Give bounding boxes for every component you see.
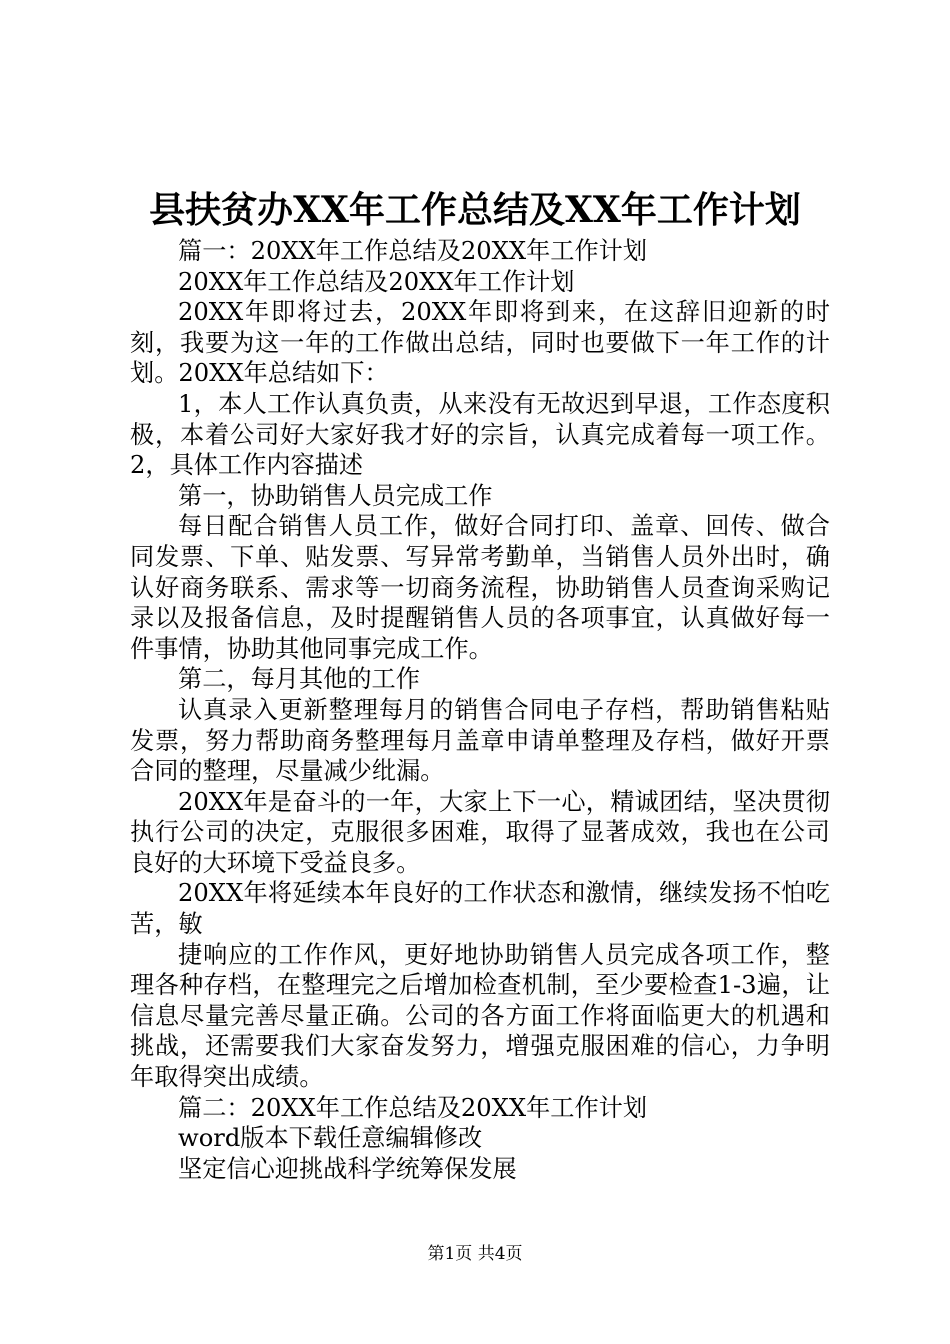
- document-title: 县扶贫办XX年工作总结及XX年工作计划: [149, 189, 801, 231]
- paragraph: 第一，协助销售人员完成工作: [178, 481, 493, 510]
- paragraph: 20XX年是奋斗的一年，大家上下一心，精诚团结，坚决贯彻执行公司的决定，克服很多困难，取得了显著成效，我也在公司良好的大环境下受益良多。: [130, 787, 830, 877]
- paragraph: 捷响应的工作作风，更好地协助销售人员完成各项工作，整理各种存档，在整理完之后增加检查机制，至少要检查1-3遍，让信息尽量完善尽量正确。公司的各方面工作将面临更大的机遇和挑战，还需要我们大家奋发努力，增强克服困难的信心，力争明年取得突出成绩。: [130, 940, 830, 1092]
- document-body: [130, 236, 830, 1184]
- paragraph: 篇二：20XX年工作总结及20XX年工作计划: [178, 1093, 648, 1122]
- paragraph: 认真录入更新整理每月的销售合同电子存档，帮助销售粘贴发票，努力帮助商务整理每月盖章申请单整理及存档，做好开票合同的整理，尽量减少纰漏。: [130, 695, 830, 786]
- paragraph: word版本下载任意编辑修改: [178, 1124, 483, 1153]
- paragraph: 每日配合销售人员工作，做好合同打印、盖章、回传、做合同发票、下单、贴发票、写异常考勤单，当销售人员外出时，确认好商务联系、需求等一切商务流程，协助销售人员查询采购记录以及报备信息，及时提醒销售人员的各项事宜，认真做好每一件事情，协助其他同事完成工作。: [130, 512, 830, 663]
- paragraph: 20XX年工作总结及20XX年工作计划: [178, 267, 575, 296]
- paragraph: 20XX年即将过去，20XX年即将到来，在这辞旧迎新的时刻，我要为这一年的工作做出总结，同时也要做下一年工作的计划。20XX年总结如下：: [130, 298, 830, 388]
- paragraph: 20XX年将延续本年良好的工作状态和激情，继续发扬不怕吃苦，敏: [130, 879, 830, 939]
- page-number-footer: 第1页 共4页: [427, 1244, 523, 1264]
- paragraph: 篇一：20XX年工作总结及20XX年工作计划: [178, 237, 648, 265]
- paragraph: 坚定信心迎挑战科学统筹保发展: [178, 1154, 517, 1183]
- paragraph: 1，本人工作认真负责，从来没有无故迟到早退，工作态度积极，本着公司好大家好我才好的宗旨，认真完成着每一项工作。2，具体工作内容描述: [130, 389, 830, 480]
- paragraph: 第二，每月其他的工作: [178, 665, 420, 694]
